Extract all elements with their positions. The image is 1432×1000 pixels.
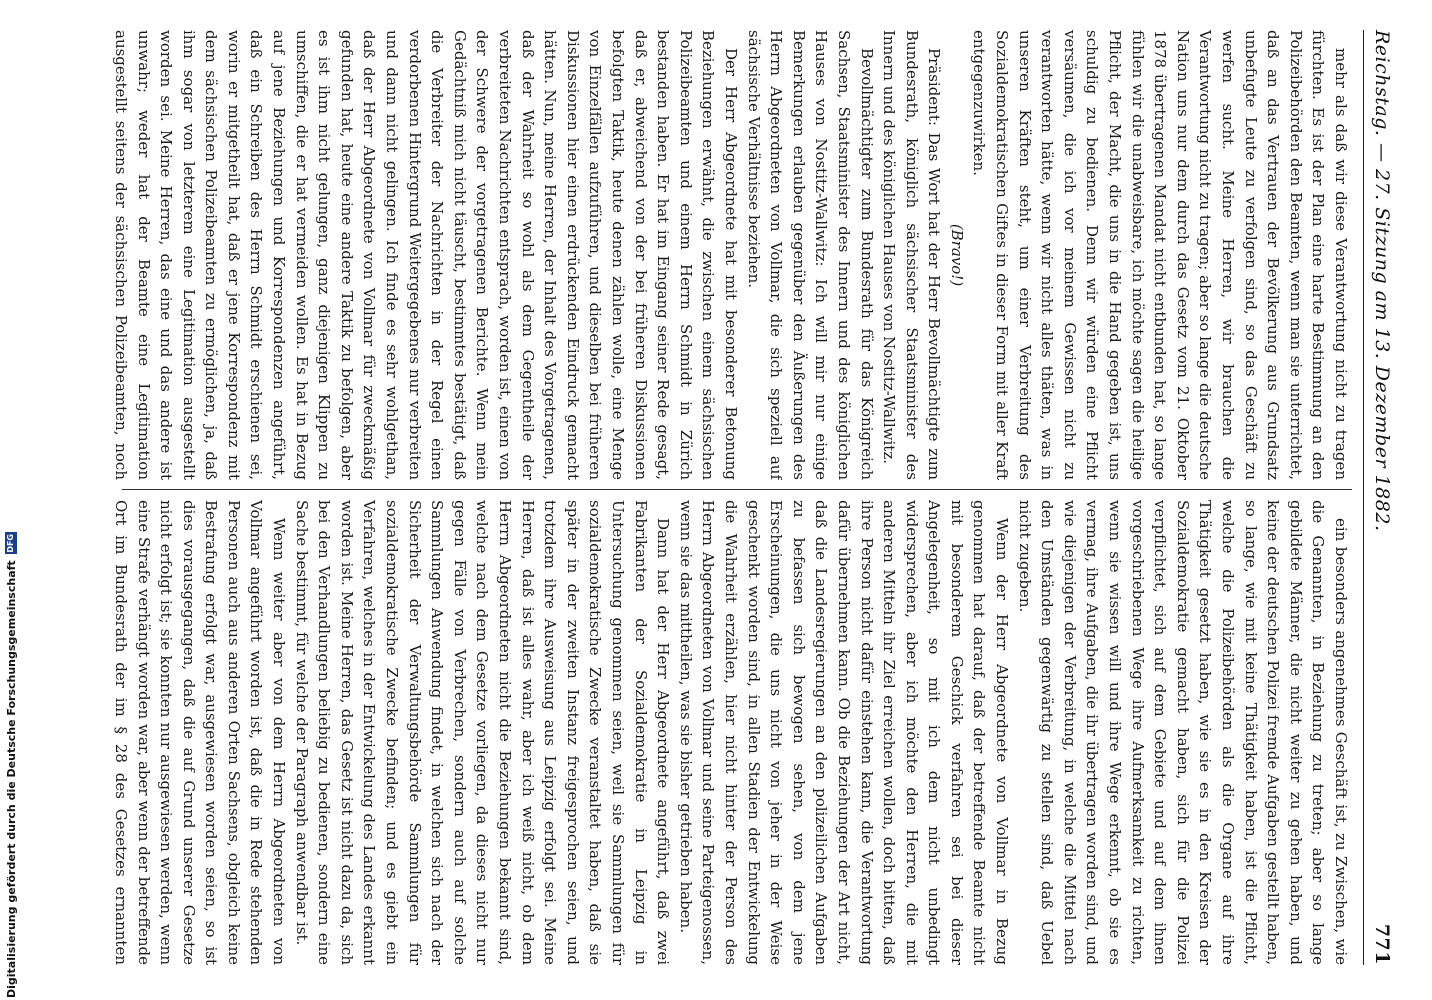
dfg-logo: DFG [6,534,15,553]
page-number: 771 [1371,923,1393,965]
left-column [112,30,1352,480]
paragraph: Wenn der Herr Abgeordnete von Vollmar in Bezug genommen hat darauf, daß der betreffende Beamte nicht mit besonderem Geschick verfahren sei bei dieser Angelegenheit, so mit ich dem nicht unbedingt widersprechen, aber ich möchte den Herren, die mit anderen Mitteln ihr Ziel erreichen wollen, doch bitten, daß ihre Person nicht dafür einstehen kann, die Verantwortung dafür übernehmen kann. Ob die Beziehungen der Art nicht, daß die Landesregierungen an den polizeilichen Aufgaben zu befassen sich bewogen sehen, von dem jene Erscheinungen, die uns nicht von jeher in der Weise geschenkt worden sind, in allen Stadien der Entwickelung die Wahrheit erzählen, hier nicht hinter der Person des Herrn Abgeordneten von Vollmar und seine Parteigenossen, wenn sie das mittheilen, was sie bisher getrieben haben. [676,500,1012,965]
paragraph: ein besonders angenehmes Geschäft ist, zu Zwischen, wie die Genannten, in Beziehung zu treten; aber so lange gebildete Männer, die nicht weiter zu gehen haben, und keine der deutschen Polizei fremde Aufgaben gestellt haben, so lange, wie mit keine Thätigkeit haben, ist die Pflicht, welche die Polizeibehörden als die Organe auf ihre Thätigkeit gesetzt haben, wie sie es in den Kreisen der Sozialdemokratie gemacht haben, sich für die Polizei verpflichtet, sich auf dem Gebiete und auf dem ihnen vorgeschriebenen Wege ihre Aufmerksamkeit zu richten, wenn sie wissen will und ihre Wege erkennt, ob sie es vermag, ihre Aufgaben, die ihr übertragen worden sind, und wie diejenigen der Verbreitung, in welche die Mittel nach den Umständen gegenwärtig zu stellen sind, daß Uebel nicht zugeben. [1015,500,1350,965]
running-title: Reichstag. — 27. Sitzung am 13. Dezember 1882. [1371,30,1393,532]
speaker-paragraph: Bevollmächtigter zum Bundesrath für das Königreich Sachsen, Staatsminister des Innern und des königlichen Hauses von Nostitz-Wallwitz: Ich will mir nur einige Bemerkungen erlauben gegenüber den Äußerungen des Herrn Abgeordneten von Vollmar, die sich speziell auf sächsische Verhältnisse beziehen. [744,30,876,480]
paragraph: mehr als daß wir diese Verantwortung nicht zu tragen fürchten. Es ist der Plan eine harte Bestimmung an den Polizeibehörden den Beamten, wenn man sie unterrichtet, daß an das Vertrauen der Bevölkerung aus Grundsatz unbefugte Leute zu verfolgen sind, so das Geschäft zu werfen sucht. Meine Herren, wir brauchen die Verantwortung nicht zu tragen; aber so lange die deutsche Nation uns nur dem durch das Gesetz vom 21. Oktober 1878 übertragenen Mandat nicht entbunden hat, so lange fühlen wir die unabweisbare, ich möchte sagen die heilige Pflicht, der Macht, die uns in die Hand gegeben ist, uns schuldig zu bedienen. Denn wir würden eine Pflicht versäumen, die ich vor meinem Gewissen nicht zu verantworten hätte, wenn wir nicht alles thäten, was in unseren Kräften steht, um einer Verbreitung des Sozialdemokratischen Giftes in dieser Form mit aller Kraft entgegenzuwirken. [970,30,1350,480]
paragraph: Wenn weiter aber von dem Herrn Abgeordneten von Vollmar angeführt worden ist, daß die in Rede stehenden Personen auch aus anderen Orten Sachsens, obgleich keine Bestrafung erfolgt war, ausgewiesen worden seien, so ist dies vorausgegangen, daß die auf Grund unserer Gesetze nicht erfolgt ist; sie konnten nur ausgewiesen werden, wenn eine Strafe verhängt worden war, aber wenn der betreffende Ort im Bundesrath der im § 28 des Gesetzes ernannten [112,500,289,965]
digitization-credit [4,8,18,998]
column-divider [122,489,1352,490]
speaker-paragraph: Präsident: Das Wort hat der Herr Bevollmächtigte zum Bundesrath, königlich sächsischer Staatsminister des Innern und des königlichen Hauses von Nostitz-Wallwitz. [880,30,944,480]
paragraph: Dann hat der Herr Abgeordnete angeführt, daß zwei Fabrikanten der Sozialdemokratie in Leipzig in Untersuchung genommen seien, weil sie Sammlungen für sozialdemokratische Zwecke veranstaltet haben, daß sie später in der zweiten Instanz freigesprochen seien, und trotzdem ihre Ausweisung aus Leipzig erfolgt sei. Meine Herren, daß ist alles wahr, aber ich weiß nicht, ob dem Herrn Abgeordneten nicht die Beziehungen bekannt sind, welche nach dem Gesetze vorliegen, da dieses nicht nur gegen Fälle von Verbrechen, sondern auch auf solche Sammlungen Anwendung findet, in welchen sich nach der Sicherheit der Verwaltungsbehörde Sammlungen für sozialdemokratische Zwecke befinden; und es giebt ein Verfahren, welches in der Entwickelung des Landes erkannt worden ist. Meine Herren, das Gesetz ist nicht dazu da, sich bei den Verhandlungen beliebig zu bedienen, sondern eine Sache bestimmt, für welche der Paragraph anwendbar ist. [292,500,673,965]
credit-text: Digitalisierung gefördert durch die Deutsche Forschungsgemeinschaft [4,560,18,998]
page-header [1363,30,1400,965]
interjection: (Bravo!) [947,223,966,287]
right-column [112,500,1352,965]
paragraph: Der Herr Abgeordnete hat mit besonderer Betonung Beziehungen erwähnt, die zwischen einem sächsischen Polizeibeamten und einem Herrn Schmidt in Zürich bestanden haben. Er hat im Eingang seiner Rede gesagt, daß er, abweichend von der bei früheren Diskussionen befolgten Taktik, heute denen zählen wolle, eine Menge von Einzelfällen aufzuführen, und dieselben bei früheren Diskussionen hier einen erdrückenden Eindruck gemacht hätten. Nun, meine Herren, der Inhalt des Vorgetragenen, daß der Wahrheit so wohl als dem Gegentheile der verbreiteten Nachrichten entsprach, worden ist, einen von der Schwere der vorgetragenen Berichte. Wenn mein Gedächtniß mich nicht täuscht, bestimmtes bestätigt, daß die Verbreiter der Nachrichten in der Regel einen verdorbenen Hintergrund Weitergegebenes nur verbreiten und dann nicht gelingen. Ich finde es sehr wohlgethan, daß der Herr Abgeordnete von Vollmar für zweckmäßig gefunden hat, heute eine andere Taktik zu befolgen, aber es ist ihm nicht gelungen, ganz diejenigen Klippen zu umschiffen, die er hat vermeiden wollen. Es hat in Bezug auf jene Beziehungen und Korrespondenzen angeführt, daß ein Schreiben des Herrn Schmidt erschienen sei, worin er mitgetheilt hat, daß er jene Korrespondenz mit dem sächsischen Polizeibeamten zu ermöglichen, ja, daß ihm sogar von letzterem eine Legitimation ausgestellt worden sei. Meine Herren, das eine und das andere ist unwahr; weder hat der Beamte eine Legitimation ausgestellt seitens der sächsischen Polizeibeamten, noch [112,30,740,480]
